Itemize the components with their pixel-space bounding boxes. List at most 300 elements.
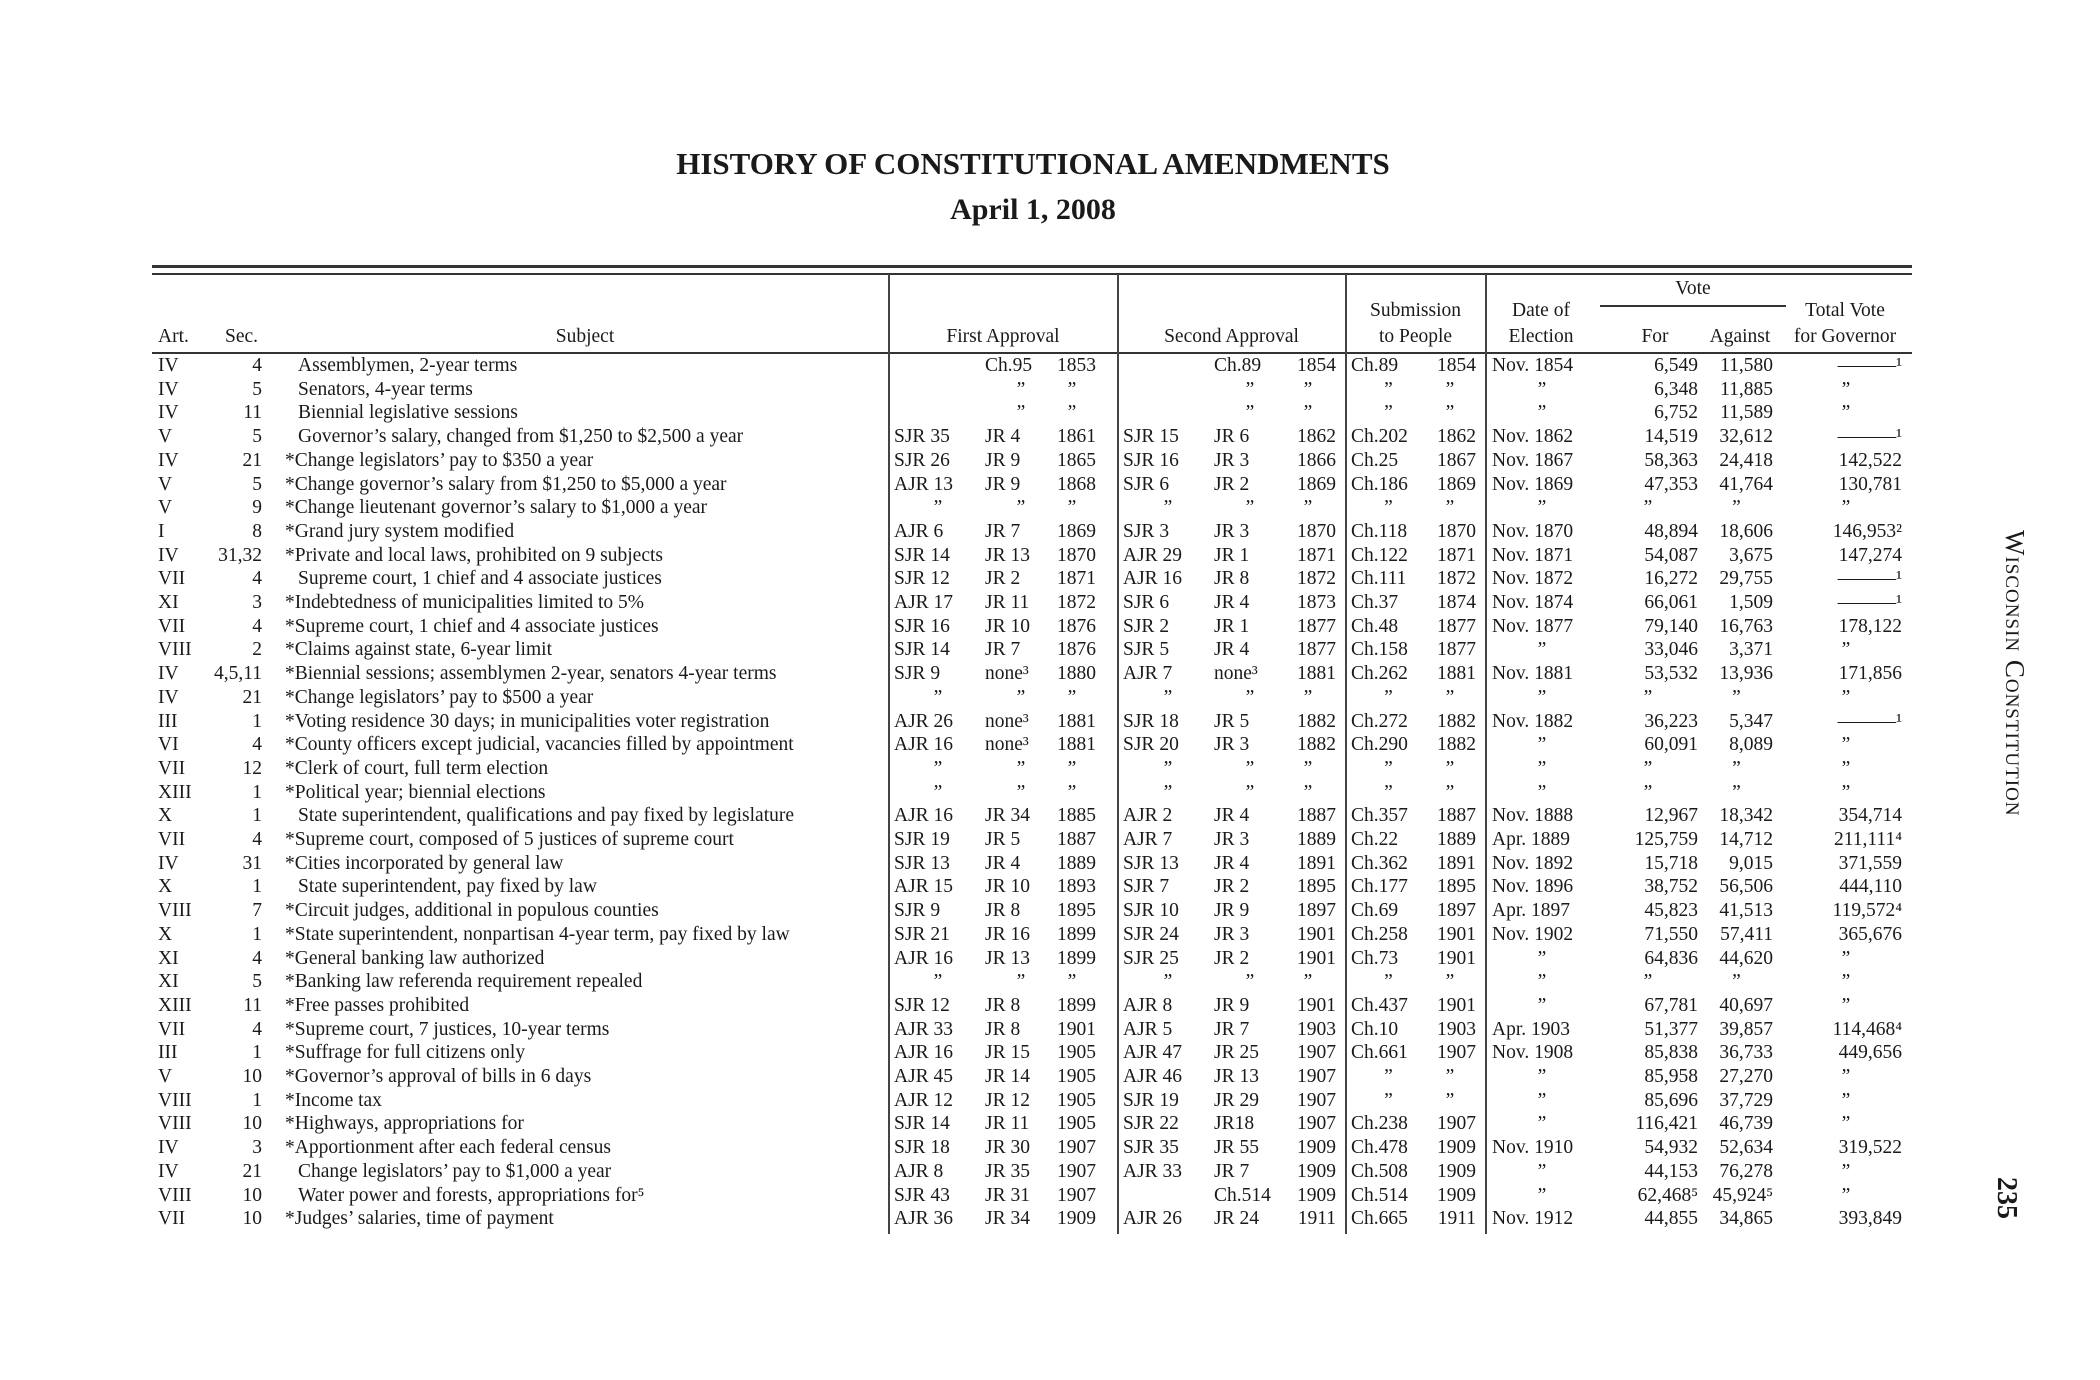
second-approval-jr-cell: JR 5 (1214, 710, 1250, 732)
vote-for-cell: 6,348 (1654, 378, 1698, 400)
vote-against-cell: ” (1732, 757, 1741, 779)
second-approval-jr-cell: JR 4 (1214, 592, 1250, 613)
submission-year-cell: 1903 (1437, 1018, 1476, 1040)
second-approval-bill-cell: SJR 20 (1123, 734, 1179, 756)
second-approval-jr-cell: ” (1245, 497, 1255, 519)
vote-for-cell: ” (1643, 971, 1653, 993)
election-date-cell: Nov. 1902 (1492, 923, 1574, 945)
submission-chapter-cell: Ch.508 (1351, 1160, 1408, 1182)
election-date-cell: ” (1537, 1184, 1547, 1206)
submission-chapter-cell: Ch.122 (1351, 544, 1408, 566)
subject-cell: Biennial legislative sessions (298, 402, 518, 424)
second-approval-year-cell: ” (1303, 378, 1313, 400)
second-approval-bill-cell: AJR 33 (1123, 1160, 1183, 1182)
submission-chapter-cell: Ch.118 (1351, 520, 1408, 542)
vote-for-cell: 44,153 (1644, 1160, 1698, 1182)
second-approval-year-cell: 1897 (1297, 900, 1336, 922)
vote-for-cell: 71,550 (1644, 923, 1698, 945)
second-approval-jr-cell: JR 1 (1214, 615, 1250, 637)
second-approval-bill-cell: SJR 13 (1123, 852, 1179, 874)
first-approval-jr-cell: none³ (985, 663, 1029, 685)
art-cell: VIII (158, 1089, 192, 1111)
total-vote-cell: ” (1841, 1184, 1851, 1206)
subject-cell: State superintendent, qualifications and pay fixed by legislature (298, 805, 795, 827)
sec-cell: 5 (252, 473, 262, 495)
total-vote-cell: 319,522 (1838, 1137, 1902, 1159)
subject-cell: *Suffrage for full citizens only (285, 1042, 526, 1064)
second-approval-bill-cell: ” (1163, 757, 1173, 779)
second-approval-jr-cell: JR 9 (1214, 994, 1250, 1016)
election-date-cell: ” (1537, 639, 1547, 661)
second-approval-year-cell: 1909 (1297, 1160, 1336, 1182)
subject-cell: Supreme court, 1 chief and 4 associate justices (298, 568, 662, 590)
election-date-cell: Nov. 1869 (1492, 473, 1574, 495)
sec-cell: 5 (252, 426, 262, 448)
first-approval-jr-cell: JR 11 (985, 1113, 1030, 1135)
art-cell: IV (158, 1160, 179, 1182)
first-approval-bill-cell: ” (933, 971, 943, 993)
first-approval-bill-cell: SJR 19 (894, 829, 950, 850)
vote-for-cell: 66,061 (1644, 592, 1698, 613)
vote-for-cell: 54,932 (1644, 1137, 1698, 1159)
first-approval-bill-cell: SJR 21 (894, 923, 950, 945)
first-approval-year-cell: 1899 (1057, 947, 1096, 969)
art-cell: VIII (158, 639, 192, 661)
first-approval-jr-cell: JR 34 (985, 1208, 1030, 1230)
subject-cell: *Indebtedness of municipalities limited to 5% (285, 592, 645, 613)
sec-cell: 4,5,11 (213, 663, 262, 685)
submission-year-cell: 1862 (1437, 426, 1476, 448)
vote-against-cell: 40,697 (1719, 994, 1773, 1016)
second-approval-year-cell: 1877 (1297, 639, 1336, 661)
first-approval-jr-cell: JR 34 (985, 805, 1030, 827)
subject-cell: *Change legislators’ pay to $350 a year (285, 449, 594, 471)
second-approval-year-cell: ” (1303, 402, 1313, 424)
first-approval-year-cell: ” (1067, 378, 1077, 400)
first-approval-jr-cell: none³ (985, 710, 1029, 732)
second-approval-year-cell: 1909 (1297, 1184, 1336, 1206)
sec-cell: 4 (252, 1018, 262, 1040)
election-date-cell: Nov. 1862 (1492, 426, 1574, 448)
vote-against-cell: 41,764 (1719, 473, 1773, 495)
vote-against-cell: 45,924⁵ (1712, 1184, 1773, 1206)
vote-for-cell: 44,855 (1644, 1208, 1698, 1230)
sec-cell: 1 (252, 1042, 262, 1064)
election-date-cell: ” (1537, 734, 1547, 756)
second-approval-year-cell: 1882 (1297, 734, 1336, 756)
first-approval-bill-cell: AJR 33 (894, 1018, 954, 1040)
second-approval-jr-cell: ” (1245, 378, 1255, 400)
total-vote-cell: ” (1841, 757, 1851, 779)
election-date-cell: Nov. 1882 (1492, 710, 1574, 732)
second-approval-bill-cell: SJR 2 (1123, 615, 1170, 637)
second-approval-year-cell: 1909 (1297, 1137, 1336, 1159)
submission-chapter-cell: Ch.158 (1351, 639, 1408, 661)
submission-chapter-cell: Ch.69 (1351, 900, 1399, 922)
vote-for-cell: 38,752 (1644, 876, 1698, 898)
submission-year-cell: 1874 (1437, 592, 1476, 613)
first-approval-year-cell: 1899 (1057, 923, 1096, 945)
first-approval-bill-cell: ” (933, 686, 943, 708)
submission-chapter-cell: Ch.202 (1351, 426, 1408, 448)
subject-cell: *Cities incorporated by general law (285, 852, 564, 874)
art-cell: VII (158, 615, 186, 637)
second-approval-year-cell: 1901 (1297, 947, 1336, 969)
vote-against-cell: 27,270 (1719, 1066, 1773, 1087)
second-approval-year-cell: 1862 (1297, 426, 1336, 448)
vote-against-cell: 46,739 (1719, 1113, 1773, 1135)
art-cell: X (158, 805, 173, 827)
election-date-cell: Apr. 1889 (1492, 829, 1570, 850)
submission-year-cell: ” (1445, 781, 1455, 803)
total-vote-cell: ———¹ (1837, 710, 1902, 732)
sec-cell: 1 (252, 710, 262, 732)
second-approval-bill-cell: AJR 47 (1123, 1042, 1183, 1064)
vote-for-cell: ” (1643, 757, 1653, 779)
election-date-cell: Nov. 1872 (1492, 568, 1574, 590)
vote-for-cell: 67,781 (1644, 994, 1698, 1016)
header-vote: Vote (1675, 278, 1711, 299)
first-approval-jr-cell: JR 5 (985, 829, 1021, 850)
second-approval-jr-cell: Ch.514 (1214, 1184, 1271, 1206)
first-approval-jr-cell: JR 10 (985, 876, 1030, 898)
submission-year-cell: 1887 (1437, 805, 1476, 827)
first-approval-year-cell: 1909 (1057, 1208, 1096, 1230)
vote-against-cell: 41,513 (1719, 900, 1773, 922)
header-submission: Submission (1369, 300, 1462, 321)
art-cell: IV (158, 663, 179, 685)
first-approval-bill-cell: AJR 16 (894, 947, 954, 969)
second-approval-year-cell: 1901 (1297, 994, 1336, 1016)
submission-year-cell: 1881 (1437, 663, 1476, 685)
second-approval-jr-cell: ” (1245, 781, 1255, 803)
subject-cell: *Judges’ salaries, time of payment (285, 1208, 554, 1230)
submission-chapter-cell: ” (1384, 971, 1393, 993)
first-approval-year-cell: 1881 (1057, 710, 1096, 732)
art-cell: VII (158, 1018, 186, 1040)
submission-year-cell: ” (1445, 686, 1455, 708)
vote-against-cell: ” (1732, 781, 1741, 803)
second-approval-year-cell: 1911 (1297, 1208, 1336, 1230)
header-art: Art. (158, 326, 189, 347)
first-approval-bill-cell: AJR 13 (894, 473, 954, 495)
second-approval-jr-cell: JR 7 (1214, 1018, 1250, 1040)
vote-for-cell: ” (1643, 781, 1653, 803)
sec-cell: 3 (252, 592, 262, 613)
sec-cell: 4 (252, 734, 262, 756)
second-approval-jr-cell: JR 8 (1214, 568, 1250, 590)
submission-year-cell: 1877 (1437, 615, 1476, 637)
election-date-cell: ” (1537, 378, 1547, 400)
first-approval-jr-cell: JR 8 (985, 994, 1021, 1016)
second-approval-jr-cell: JR 13 (1214, 1066, 1259, 1087)
art-cell: IV (158, 378, 179, 400)
second-approval-jr-cell: JR 3 (1214, 923, 1250, 945)
second-approval-bill-cell: SJR 35 (1123, 1137, 1179, 1159)
vote-against-cell: ” (1732, 497, 1741, 519)
art-cell: X (158, 876, 173, 898)
second-approval-bill-cell: SJR 3 (1123, 520, 1170, 542)
total-vote-cell: 130,781 (1838, 473, 1902, 495)
total-vote-cell: ———¹ (1837, 568, 1902, 590)
second-approval-bill-cell: SJR 24 (1123, 923, 1179, 945)
first-approval-bill-cell: SJR 18 (894, 1137, 950, 1159)
subject-cell: *Change legislators’ pay to $500 a year (285, 686, 594, 708)
subject-cell: Assemblymen, 2-year terms (298, 355, 518, 376)
top-rule-thin (152, 273, 1912, 275)
second-approval-year-cell: 1887 (1297, 805, 1336, 827)
submission-chapter-cell: Ch.238 (1351, 1113, 1408, 1135)
submission-chapter-cell: Ch.258 (1351, 923, 1408, 945)
election-date-cell: ” (1537, 686, 1547, 708)
submission-year-cell: 1907 (1437, 1113, 1476, 1135)
subject-cell: *Private and local laws, prohibited on 9 subjects (285, 544, 664, 566)
submission-year-cell: ” (1445, 971, 1455, 993)
second-approval-jr-cell: JR 55 (1214, 1137, 1259, 1159)
top-rule-thick (152, 265, 1912, 268)
first-approval-jr-cell: ” (1016, 781, 1026, 803)
sec-cell: 2 (252, 639, 262, 661)
art-cell: IV (158, 544, 179, 566)
first-approval-bill-cell: SJR 14 (894, 639, 950, 661)
second-approval-jr-cell: JR 3 (1214, 449, 1250, 471)
submission-chapter-cell: ” (1384, 757, 1393, 779)
subject-cell: *Claims against state, 6-year limit (285, 639, 552, 661)
vote-against-cell: 16,763 (1719, 615, 1773, 637)
total-vote-cell: 449,656 (1838, 1042, 1902, 1064)
second-approval-year-cell: 1877 (1297, 615, 1336, 637)
election-date-cell: Nov. 1871 (1492, 544, 1574, 566)
sec-cell: 31,32 (218, 544, 262, 566)
subject-cell: *Supreme court, 1 chief and 4 associate justices (285, 615, 659, 637)
first-approval-year-cell: 1905 (1057, 1066, 1096, 1087)
first-approval-year-cell: 1861 (1057, 426, 1096, 448)
first-approval-year-cell: 1876 (1057, 639, 1096, 661)
vote-against-cell: 3,675 (1729, 544, 1773, 566)
second-approval-bill-cell: AJR 8 (1123, 994, 1173, 1016)
first-approval-year-cell: 1869 (1057, 520, 1096, 542)
second-approval-year-cell: 1895 (1297, 876, 1336, 898)
second-approval-year-cell: 1854 (1297, 355, 1336, 376)
submission-chapter-cell: ” (1384, 1089, 1393, 1111)
submission-chapter-cell: Ch.48 (1351, 615, 1399, 637)
second-approval-bill-cell: ” (1163, 497, 1173, 519)
sec-cell: 11 (243, 994, 262, 1016)
second-approval-bill-cell: AJR 7 (1123, 663, 1173, 685)
election-date-cell: ” (1537, 402, 1547, 424)
submission-year-cell: ” (1445, 402, 1455, 424)
second-approval-bill-cell: SJR 6 (1123, 592, 1170, 613)
second-approval-year-cell: ” (1303, 757, 1313, 779)
vote-for-cell: 6,752 (1654, 402, 1698, 424)
total-vote-cell: 354,714 (1838, 805, 1902, 827)
second-approval-bill-cell: ” (1163, 781, 1173, 803)
submission-chapter-cell: ” (1384, 497, 1393, 519)
subject-cell: Senators, 4-year terms (298, 378, 473, 400)
first-approval-year-cell: 1889 (1057, 852, 1096, 874)
second-approval-year-cell: 1881 (1297, 663, 1336, 685)
sec-cell: 9 (252, 497, 262, 519)
submission-year-cell: 1909 (1437, 1160, 1476, 1182)
sec-cell: 5 (252, 971, 262, 993)
vote-against-cell: 1,509 (1729, 592, 1773, 613)
art-cell: III (158, 710, 178, 732)
art-cell: IV (158, 449, 179, 471)
vote-for-cell: 125,759 (1634, 829, 1698, 850)
second-approval-bill-cell: SJR 18 (1123, 710, 1179, 732)
vote-against-cell: 36,733 (1719, 1042, 1773, 1064)
total-vote-cell: 119,572⁴ (1832, 900, 1902, 922)
submission-chapter-cell: ” (1384, 686, 1393, 708)
art-cell: VIII (158, 1184, 192, 1206)
sec-cell: 21 (242, 686, 262, 708)
vote-against-cell: 18,606 (1719, 520, 1773, 542)
total-vote-cell: 393,849 (1838, 1208, 1902, 1230)
header-date: Date of (1512, 300, 1570, 321)
total-vote-cell: 371,559 (1838, 852, 1902, 874)
second-approval-year-cell: 1907 (1297, 1113, 1336, 1135)
first-approval-bill-cell: SJR 12 (894, 568, 950, 590)
vote-against-cell: 9,015 (1729, 852, 1773, 874)
submission-chapter-cell: Ch.661 (1351, 1042, 1408, 1064)
subject-cell: *County officers except judicial, vacancies filled by appointment (285, 734, 794, 756)
sec-cell: 10 (242, 1113, 262, 1135)
art-cell: XIII (158, 994, 192, 1016)
election-date-cell: ” (1537, 1066, 1547, 1087)
submission-chapter-cell: Ch.186 (1351, 473, 1408, 495)
second-approval-year-cell: ” (1303, 781, 1313, 803)
submission-chapter-cell: Ch.514 (1351, 1184, 1408, 1206)
second-approval-bill-cell: ” (1163, 686, 1173, 708)
first-approval-jr-cell: Ch.95 (985, 355, 1033, 376)
second-approval-bill-cell: SJR 15 (1123, 426, 1179, 448)
submission-year-cell: 1869 (1437, 473, 1476, 495)
first-approval-jr-cell: JR 10 (985, 615, 1030, 637)
first-approval-year-cell: 1871 (1057, 568, 1096, 590)
first-approval-bill-cell: ” (933, 497, 943, 519)
second-approval-jr-cell: JR 24 (1214, 1208, 1259, 1230)
submission-year-cell: ” (1445, 1066, 1455, 1087)
submission-year-cell: 1882 (1437, 734, 1476, 756)
first-approval-bill-cell: AJR 8 (894, 1160, 944, 1182)
vote-for-cell: 6,549 (1654, 355, 1698, 376)
total-vote-cell: ” (1841, 1089, 1851, 1111)
art-cell: XI (158, 592, 179, 613)
total-vote-cell: ” (1841, 994, 1851, 1016)
first-approval-jr-cell: JR 13 (985, 947, 1030, 969)
election-date-cell: ” (1537, 1160, 1547, 1182)
vote-against-cell: ” (1732, 686, 1741, 708)
submission-chapter-cell: Ch.10 (1351, 1018, 1399, 1040)
total-vote-cell: 211,111⁴ (1833, 829, 1902, 850)
second-approval-bill-cell: ” (1163, 971, 1173, 993)
vote-against-cell: 44,620 (1719, 947, 1773, 969)
header-first-approval: First Approval (946, 326, 1060, 347)
second-approval-jr-cell: JR 2 (1214, 473, 1250, 495)
election-date-cell: ” (1537, 497, 1547, 519)
first-approval-jr-cell: JR 14 (985, 1066, 1030, 1087)
column-divider (1485, 274, 1487, 1234)
sec-cell: 1 (252, 805, 262, 827)
second-approval-year-cell: 1907 (1297, 1042, 1336, 1064)
header-against: Against (1709, 326, 1771, 347)
second-approval-year-cell: 1870 (1297, 520, 1336, 542)
total-vote-cell: ” (1841, 1066, 1851, 1087)
total-vote-cell: ———¹ (1837, 355, 1902, 376)
first-approval-jr-cell: JR 16 (985, 923, 1030, 945)
submission-year-cell: 1901 (1437, 947, 1476, 969)
submission-chapter-cell: Ch.437 (1351, 994, 1408, 1016)
submission-year-cell: 1901 (1437, 923, 1476, 945)
running-head: Wisconsin Constitution (2000, 530, 2030, 817)
submission-year-cell: 1909 (1437, 1137, 1476, 1159)
vote-against-cell: 76,278 (1719, 1160, 1773, 1182)
total-vote-cell: ” (1841, 781, 1851, 803)
submission-year-cell: 1901 (1437, 994, 1476, 1016)
first-approval-jr-cell: JR 15 (985, 1042, 1030, 1064)
sec-cell: 5 (252, 378, 262, 400)
sec-cell: 21 (242, 449, 262, 471)
first-approval-jr-cell: JR 4 (985, 852, 1021, 874)
art-cell: VII (158, 568, 186, 590)
art-cell: IV (158, 402, 179, 424)
vote-against-cell: 8,089 (1729, 734, 1773, 756)
election-date-cell: Nov. 1892 (1492, 852, 1574, 874)
header-submission-2: to People (1378, 326, 1453, 347)
vote-for-cell: 85,696 (1644, 1089, 1698, 1111)
vote-for-cell: 51,377 (1644, 1018, 1698, 1040)
submission-year-cell: 1854 (1437, 355, 1476, 376)
vote-for-cell: 47,353 (1644, 473, 1698, 495)
second-approval-jr-cell: Ch.89 (1214, 355, 1262, 376)
second-approval-year-cell: 1869 (1297, 473, 1336, 495)
first-approval-bill-cell: SJR 13 (894, 852, 950, 874)
vote-for-cell: 48,894 (1644, 520, 1698, 542)
total-vote-cell: ” (1841, 639, 1851, 661)
vote-for-cell: 15,718 (1644, 852, 1698, 874)
second-approval-jr-cell: JR 4 (1214, 805, 1250, 827)
art-cell: VII (158, 757, 186, 779)
first-approval-year-cell: 1880 (1057, 663, 1096, 685)
total-vote-cell: 365,676 (1838, 923, 1902, 945)
vote-for-cell: 64,836 (1644, 947, 1698, 969)
vote-for-cell: 12,967 (1644, 805, 1698, 827)
submission-chapter-cell: Ch.362 (1351, 852, 1408, 874)
subject-cell: *Change governor’s salary from $1,250 to $5,000 a year (285, 473, 727, 495)
vote-against-cell: 5,347 (1729, 710, 1773, 732)
second-approval-jr-cell: JR 1 (1214, 544, 1250, 566)
sec-cell: 4 (252, 568, 262, 590)
second-approval-year-cell: 1907 (1297, 1089, 1336, 1111)
subject-cell: *Apportionment after each federal census (285, 1137, 611, 1159)
vote-for-cell: 116,421 (1635, 1113, 1698, 1135)
subject-cell: *Income tax (285, 1089, 382, 1111)
first-approval-bill-cell: SJR 35 (894, 426, 950, 448)
first-approval-jr-cell: JR 7 (985, 639, 1021, 661)
sec-cell: 11 (243, 402, 262, 424)
art-cell: V (158, 473, 173, 495)
vote-against-cell: 14,712 (1719, 829, 1773, 850)
vote-against-cell: 39,857 (1719, 1018, 1773, 1040)
first-approval-bill-cell: SJR 9 (894, 900, 941, 922)
second-approval-jr-cell: JR 7 (1214, 1160, 1250, 1182)
vote-against-cell: 24,418 (1719, 449, 1773, 471)
vote-against-cell: 56,506 (1719, 876, 1773, 898)
election-date-cell: ” (1537, 1089, 1547, 1111)
subject-cell: *Supreme court, composed of 5 justices of supreme court (285, 829, 734, 850)
first-approval-jr-cell: ” (1016, 757, 1026, 779)
art-cell: I (158, 520, 165, 542)
